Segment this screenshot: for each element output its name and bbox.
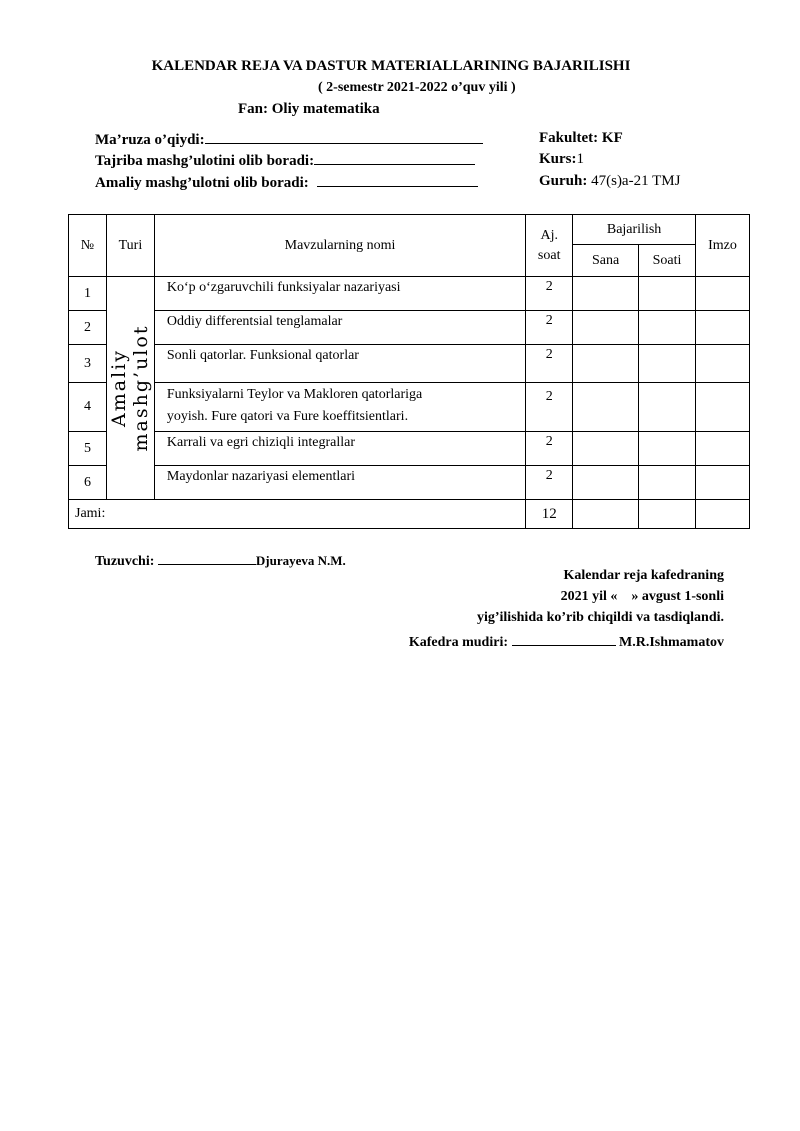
row-signature-cell	[696, 345, 750, 383]
row-time-cell	[639, 311, 696, 345]
row-topic: Ko‘p o‘zgaruvchili funksiyalar nazariyasi	[154, 277, 525, 311]
total-hours: 12	[526, 500, 573, 529]
compiler-signature-line	[158, 551, 256, 565]
row-date-cell	[573, 311, 639, 345]
row-number: 3	[69, 345, 107, 383]
table-row	[69, 383, 750, 432]
total-time-cell	[639, 500, 696, 529]
group-row	[539, 173, 680, 190]
row-topic: Sonli qatorlar. Funksional qatorlar	[154, 345, 525, 383]
row-time-cell	[639, 345, 696, 383]
row-topic: Oddiy differentsial tenglamalar	[154, 311, 525, 345]
table-row	[69, 432, 750, 466]
header-execution: Bajarilish	[573, 215, 696, 245]
header-signature: Imzo	[696, 215, 750, 277]
header-row-1	[69, 215, 750, 245]
table-row	[69, 311, 750, 345]
head-label: Kafedra mudiri:	[408, 635, 508, 650]
header-time: Soati	[639, 245, 696, 277]
row-time-cell	[639, 466, 696, 500]
header-no: №	[69, 215, 107, 277]
total-date-cell	[573, 500, 639, 529]
type-cell	[106, 277, 154, 500]
compiler-label: Tuzuvchi:	[95, 554, 155, 569]
row-topic	[154, 383, 525, 432]
header-date: Sana	[573, 245, 639, 277]
type-label-rotated	[108, 298, 152, 478]
row-date-cell	[573, 432, 639, 466]
lab-blank-line	[314, 151, 475, 165]
row-signature-cell	[696, 432, 750, 466]
lecturer-row	[95, 130, 483, 149]
row-hours: 2	[526, 466, 573, 500]
row-hours: 2	[526, 432, 573, 466]
row-time-cell	[639, 383, 696, 432]
course-value: 1	[576, 151, 584, 167]
row-hours: 2	[526, 277, 573, 311]
header-topics: Mavzularning nomi	[154, 215, 525, 277]
row-date-cell	[573, 466, 639, 500]
row-signature-cell	[696, 277, 750, 311]
lecturer-label: Ma’ruza o’qiydi:	[95, 132, 205, 148]
row-number: 4	[69, 383, 107, 432]
group-value: 47(s)a-21 TMJ	[591, 173, 681, 189]
document-title: KALENDAR REJA VA DASTUR MATERIALLARINING BAJARILISHI	[151, 58, 631, 74]
subject-line: Fan: Oliy matematika	[238, 101, 380, 117]
head-of-department-row	[409, 632, 724, 651]
row-topic: Maydonlar nazariyasi elementlari	[154, 466, 525, 500]
approval-line-2: 2021 yil « » avgust 1-sonli	[560, 589, 724, 604]
row-topic-line1: Funksiyalarni Teylor va Makloren qatorlariga	[166, 387, 423, 402]
table-row	[69, 345, 750, 383]
row-signature-cell	[696, 383, 750, 432]
compiler-name: Djurayeva N.M.	[255, 553, 346, 568]
document-subtitle: ( 2-semestr 2021-2022 o’quv yili )	[318, 80, 516, 95]
header-hours	[526, 215, 573, 277]
approval-line-3: yig’ilishida ko’rib chiqildi va tasdiqlandi.	[476, 610, 724, 625]
row-number: 2	[69, 311, 107, 345]
header-hours-line2: soat	[537, 247, 561, 263]
header-turi: Turi	[106, 215, 154, 277]
row-time-cell	[639, 432, 696, 466]
total-label: Jami:	[69, 500, 526, 529]
row-hours: 2	[526, 383, 573, 432]
row-hours: 2	[526, 345, 573, 383]
table-row	[69, 466, 750, 500]
lab-label: Tajriba mashg’ulotini olib boradi:	[95, 153, 315, 169]
course-label: Kurs:	[539, 151, 577, 167]
row-topic-line2: yoyish. Fure qatori va Fure koeffitsientlari.	[166, 409, 409, 424]
row-number: 1	[69, 277, 107, 311]
group-label: Guruh:	[539, 173, 588, 189]
type-line2: mashg’ulot	[130, 324, 153, 452]
row-number: 6	[69, 466, 107, 500]
course-row	[539, 151, 584, 168]
schedule-table	[68, 214, 750, 529]
row-hours: 2	[526, 311, 573, 345]
head-name: M.R.Ishmamatov	[619, 635, 724, 650]
practice-row	[95, 173, 478, 192]
lecturer-blank-line	[205, 130, 483, 144]
row-signature-cell	[696, 466, 750, 500]
lab-row	[95, 151, 475, 170]
header-hours-line1: Aj.	[540, 227, 558, 243]
row-time-cell	[639, 277, 696, 311]
row-topic: Karrali va egri chiziqli integrallar	[154, 432, 525, 466]
type-line1: Amaliy	[108, 349, 131, 427]
row-number: 5	[69, 432, 107, 466]
approval-line-1: Kalendar reja kafedraning	[563, 568, 724, 583]
faculty-label: Fakultet:	[539, 130, 599, 146]
practice-blank-line	[317, 173, 478, 187]
compiler-row	[95, 551, 346, 570]
practice-label: Amaliy mashg’ulotni olib boradi:	[95, 175, 309, 191]
row-date-cell	[573, 277, 639, 311]
row-date-cell	[573, 345, 639, 383]
faculty-value: KF	[601, 130, 623, 146]
total-row	[69, 500, 750, 529]
faculty-row	[539, 130, 623, 147]
row-date-cell	[573, 383, 639, 432]
row-signature-cell	[696, 311, 750, 345]
table-row	[69, 277, 750, 311]
head-signature-line	[512, 632, 616, 646]
total-signature-cell	[696, 500, 750, 529]
